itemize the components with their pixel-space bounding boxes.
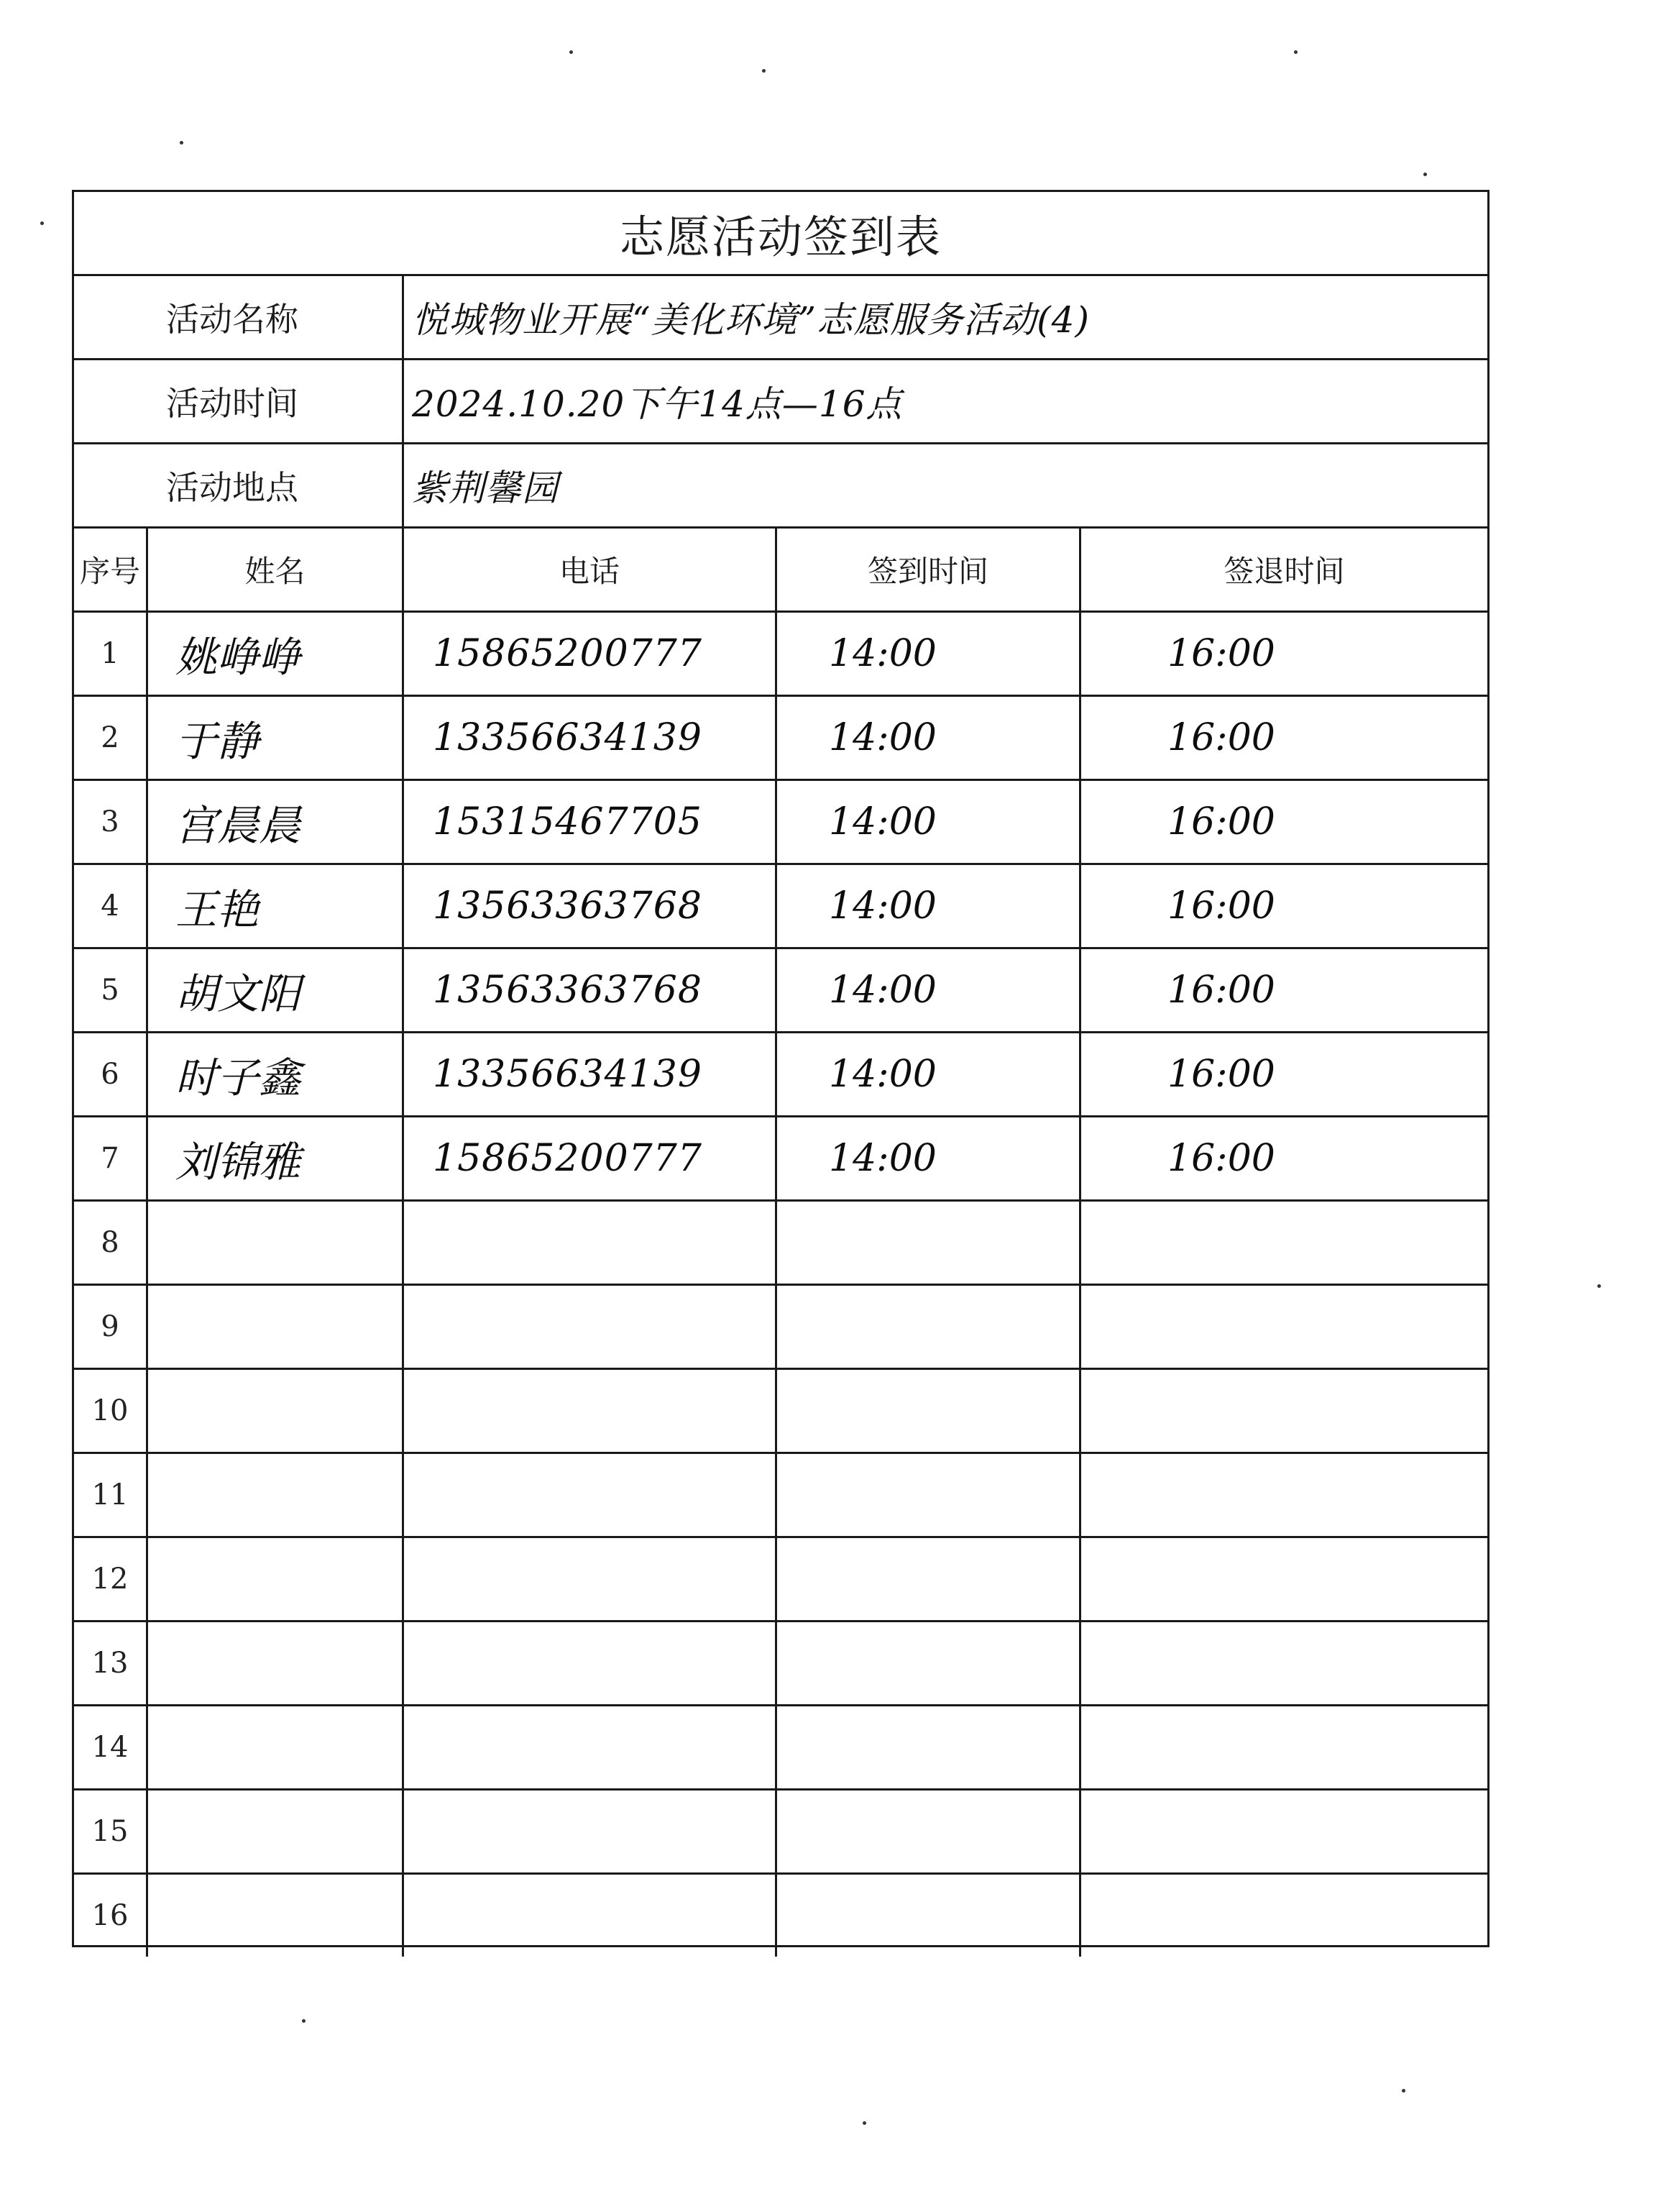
checkout-cell — [1081, 1117, 1487, 1199]
phone-cell-text: 15865200777 — [433, 632, 702, 675]
checkin-cell — [777, 697, 1081, 779]
phone-cell-text: 15315467705 — [433, 800, 702, 843]
row-number-text: 16 — [91, 1899, 129, 1932]
table-row — [74, 1370, 1487, 1454]
row-number-text: 2 — [101, 721, 119, 754]
title-row — [74, 192, 1487, 276]
checkout-cell — [1081, 697, 1487, 779]
phone-cell — [404, 1790, 777, 1872]
activity-time-label: 活动时间 — [74, 360, 404, 442]
table-row — [74, 1202, 1487, 1286]
phone-cell — [404, 949, 777, 1031]
name-cell-text: 胡文阳 — [175, 969, 301, 1018]
table-row — [74, 1622, 1487, 1706]
table-row — [74, 697, 1487, 781]
scan-speck — [180, 141, 183, 145]
phone-cell-text: 13563363768 — [433, 969, 702, 1012]
row-number — [74, 613, 148, 695]
checkin-cell — [777, 1286, 1081, 1368]
scan-speck — [302, 2019, 306, 2023]
name-cell-text: 王艳 — [175, 885, 260, 934]
row-number-text: 3 — [101, 805, 119, 838]
checkin-cell — [777, 1790, 1081, 1872]
checkout-cell — [1081, 1454, 1487, 1536]
checkin-cell — [777, 1875, 1081, 1957]
row-number-text: 12 — [91, 1563, 129, 1596]
row-number-text: 8 — [101, 1226, 119, 1259]
scan-speck — [1402, 2089, 1405, 2093]
checkin-cell-text: 14:00 — [829, 800, 937, 843]
row-number — [74, 949, 148, 1031]
checkout-cell — [1081, 949, 1487, 1031]
checkin-cell — [777, 1370, 1081, 1452]
checkout-cell — [1081, 1790, 1487, 1872]
checkout-cell — [1081, 1286, 1487, 1368]
checkin-cell — [777, 1706, 1081, 1788]
info-row-activity-location — [74, 444, 1487, 529]
name-cell — [148, 1875, 404, 1957]
checkout-cell — [1081, 1706, 1487, 1788]
checkout-cell-text: 16:00 — [1167, 969, 1275, 1012]
name-cell — [148, 865, 404, 947]
phone-cell — [404, 1622, 777, 1704]
row-number — [74, 1202, 148, 1284]
checkin-cell-text: 14:00 — [829, 632, 937, 675]
checkout-cell — [1081, 1538, 1487, 1620]
row-number-text: 5 — [101, 974, 119, 1007]
table-row — [74, 1706, 1487, 1790]
name-cell — [148, 781, 404, 863]
row-number-text: 9 — [101, 1310, 119, 1343]
row-number — [74, 781, 148, 863]
phone-cell-text: 13563363768 — [433, 884, 702, 928]
scan-speck — [40, 221, 44, 225]
scan-speck — [1597, 1284, 1601, 1288]
checkin-cell — [777, 781, 1081, 863]
phone-cell — [404, 1370, 777, 1452]
row-number-text: 6 — [101, 1058, 119, 1091]
row-number — [74, 1286, 148, 1368]
table-row — [74, 865, 1487, 949]
phone-cell — [404, 1286, 777, 1368]
row-number-text: 13 — [91, 1647, 129, 1680]
header-name: 姓名 — [148, 529, 404, 610]
info-row-activity-name — [74, 276, 1487, 360]
row-number — [74, 1370, 148, 1452]
row-number — [74, 1033, 148, 1115]
header-phone: 电话 — [404, 529, 777, 610]
row-number-text: 14 — [91, 1731, 129, 1764]
table-row — [74, 1875, 1487, 1957]
checkin-cell-text: 14:00 — [829, 969, 937, 1012]
table-row — [74, 1286, 1487, 1370]
table-row — [74, 613, 1487, 697]
row-number — [74, 1875, 148, 1957]
scan-speck — [762, 69, 766, 73]
row-number — [74, 1454, 148, 1536]
name-cell — [148, 1033, 404, 1115]
checkout-cell-text: 16:00 — [1167, 800, 1275, 843]
checkin-cell — [777, 613, 1081, 695]
table-header-row — [74, 529, 1487, 613]
name-cell — [148, 1117, 404, 1199]
checkout-cell-text: 16:00 — [1167, 884, 1275, 928]
name-cell-text: 时子鑫 — [175, 1053, 301, 1102]
checkin-cell — [777, 1202, 1081, 1284]
phone-cell-text: 13356634139 — [433, 1053, 702, 1096]
header-checkout: 签退时间 — [1224, 554, 1345, 589]
checkin-cell-text: 14:00 — [829, 1137, 937, 1180]
scan-speck — [863, 2121, 866, 2125]
name-cell-text: 于静 — [175, 717, 260, 766]
name-cell — [148, 1622, 404, 1704]
row-number — [74, 1622, 148, 1704]
phone-cell — [404, 865, 777, 947]
header-no: 序号 — [74, 529, 148, 610]
checkout-cell — [1081, 1370, 1487, 1452]
row-number-text: 4 — [101, 889, 119, 923]
name-cell — [148, 697, 404, 779]
name-cell — [148, 1286, 404, 1368]
phone-cell — [404, 697, 777, 779]
checkout-cell-text: 16:00 — [1167, 632, 1275, 675]
table-row — [74, 1538, 1487, 1622]
row-number-text: 11 — [91, 1478, 129, 1511]
checkin-cell — [777, 949, 1081, 1031]
activity-time-value: 2024.10.20下午14点—16点 — [412, 383, 903, 425]
scan-speck — [569, 50, 573, 54]
table-row — [74, 949, 1487, 1033]
name-cell-text: 刘锦雅 — [175, 1138, 301, 1186]
phone-cell — [404, 1202, 777, 1284]
checkin-cell-text: 14:00 — [829, 1053, 937, 1096]
checkin-cell — [777, 1538, 1081, 1620]
scan-speck — [1423, 173, 1427, 176]
form-title: 志愿活动签到表 — [619, 210, 942, 263]
name-cell-text: 宫晨晨 — [175, 801, 301, 850]
row-number — [74, 1790, 148, 1872]
checkout-cell-text: 16:00 — [1167, 716, 1275, 759]
checkout-cell-text: 16:00 — [1167, 1053, 1275, 1096]
checkout-cell — [1081, 865, 1487, 947]
row-number — [74, 1706, 148, 1788]
checkout-cell — [1081, 613, 1487, 695]
phone-cell — [404, 1033, 777, 1115]
phone-cell-text: 13356634139 — [433, 716, 702, 759]
checkin-cell — [777, 1622, 1081, 1704]
name-cell — [148, 1454, 404, 1536]
header-checkin: 签到时间 — [777, 529, 1081, 610]
checkin-cell — [777, 865, 1081, 947]
checkout-cell-text: 16:00 — [1167, 1137, 1275, 1180]
name-cell — [148, 1202, 404, 1284]
info-row-activity-time — [74, 360, 1487, 444]
checkin-cell — [777, 1033, 1081, 1115]
activity-location-label: 活动地点 — [74, 444, 404, 526]
checkin-cell — [777, 1454, 1081, 1536]
checkin-cell-text: 14:00 — [829, 884, 937, 928]
name-cell — [148, 1370, 404, 1452]
phone-cell — [404, 613, 777, 695]
table-row — [74, 1117, 1487, 1202]
table-row — [74, 1790, 1487, 1875]
row-number — [74, 697, 148, 779]
phone-cell — [404, 1875, 777, 1957]
name-cell — [148, 1538, 404, 1620]
activity-name-label: 活动名称 — [74, 276, 404, 358]
scan-speck — [1294, 50, 1298, 54]
row-number-text: 7 — [101, 1142, 119, 1175]
row-number-text: 15 — [91, 1815, 129, 1848]
phone-cell — [404, 1117, 777, 1199]
activity-location-value: 紫荆馨园 — [412, 467, 559, 509]
checkin-cell — [777, 1117, 1081, 1199]
activity-name-value: 悦城物业开展“美化环境”志愿服务活动(4) — [412, 299, 1090, 341]
checkout-cell — [1081, 1202, 1487, 1284]
checkin-cell-text: 14:00 — [829, 716, 937, 759]
phone-cell — [404, 1706, 777, 1788]
row-number — [74, 865, 148, 947]
phone-cell — [404, 781, 777, 863]
row-number-text: 10 — [91, 1394, 129, 1427]
phone-cell — [404, 1538, 777, 1620]
name-cell-text: 姚峥峥 — [175, 633, 301, 682]
table-row — [74, 781, 1487, 865]
table-row — [74, 1033, 1487, 1117]
phone-cell — [404, 1454, 777, 1536]
table-row — [74, 1454, 1487, 1538]
checkout-cell — [1081, 781, 1487, 863]
name-cell — [148, 949, 404, 1031]
checkout-cell — [1081, 1622, 1487, 1704]
row-number — [74, 1117, 148, 1199]
name-cell — [148, 1706, 404, 1788]
checkout-cell — [1081, 1875, 1487, 1957]
name-cell — [148, 613, 404, 695]
phone-cell-text: 15865200777 — [433, 1137, 702, 1180]
row-number-text: 1 — [101, 637, 119, 670]
name-cell — [148, 1790, 404, 1872]
row-number — [74, 1538, 148, 1620]
checkout-cell — [1081, 1033, 1487, 1115]
sign-in-sheet — [72, 190, 1489, 1947]
